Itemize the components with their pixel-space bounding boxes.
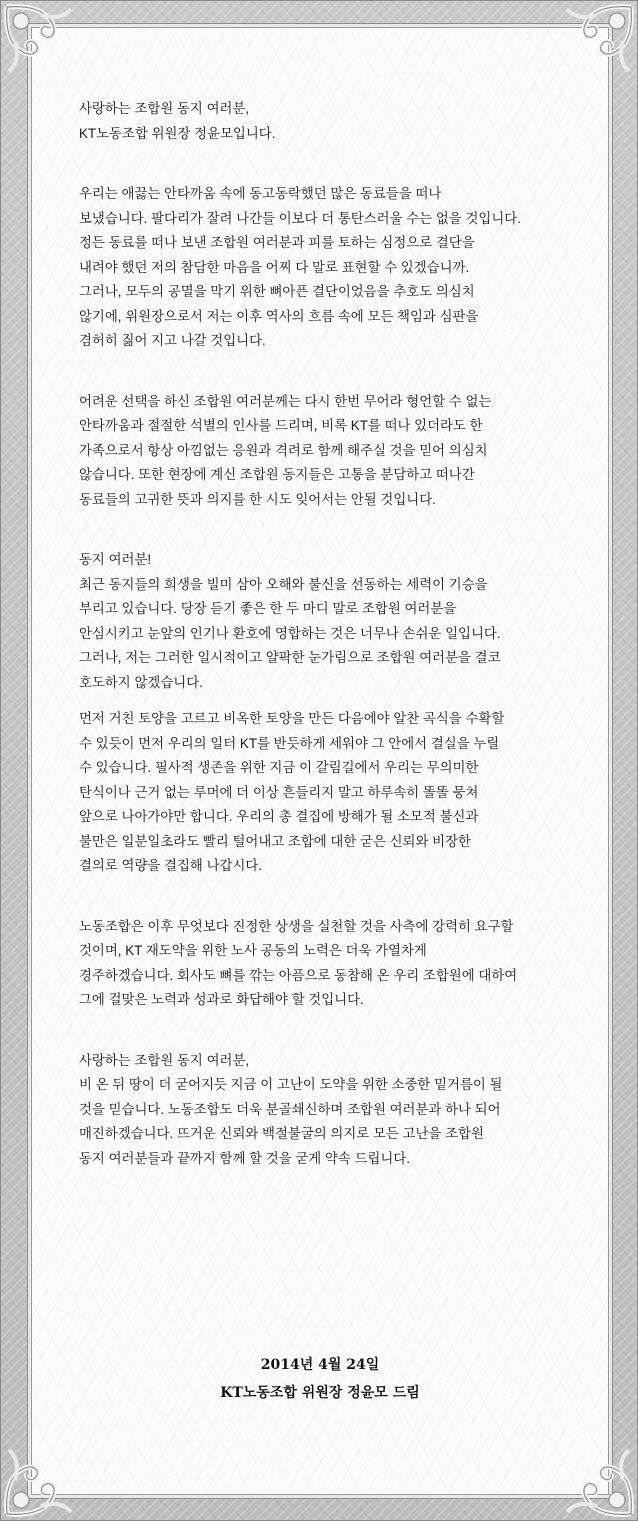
paragraph-1 [79, 182, 575, 354]
greeting-line: 사랑하는 조합원 동지 여러분, [79, 101, 250, 116]
ornament-corner-icon [551, 1, 637, 87]
paragraph-5 [79, 915, 575, 1013]
text-line: 어려운 선택을 하신 조합원 여러분께는 다시 한번 무어라 형언할 수 없는 [79, 393, 492, 409]
text-line: 그러나, 모두의 공멸을 막기 위한 뼈아픈 결단이었음을 추호도 의심치 [79, 284, 475, 299]
ornament-corner-icon [1, 1, 87, 87]
greeting-line: KT노동조합 위원장 정윤모입니다. [79, 125, 276, 141]
text-line: 수 있습니다. 필사적 생존을 위한 지금 이 갈림길에서 우리는 무의미한 [79, 760, 479, 775]
text-line: 수 있듯이 먼저 우리의 일터 KT를 반듯하게 세워야 그 안에서 결실을 누릴 [79, 735, 500, 751]
text-line: 정든 동료를 떠나 보낸 조합원 여러분과 피를 토하는 심정으로 결단을 [79, 235, 475, 250]
text-line: 호도하지 않겠습니다. [79, 674, 203, 690]
text-line: 안타까움과 절절한 석별의 인사를 드리며, 비록 KT를 떠나 있더라도 한 [79, 418, 483, 433]
text-line: 앞으로 나아가야만 합니다. 우리의 총 결집에 방해가 될 소모적 불신과 [79, 809, 479, 824]
text-line: 노동조합은 이후 무엇보다 진정한 상생을 실천할 것을 사측에 강력히 요구할 [79, 918, 514, 934]
greeting [79, 97, 575, 146]
paragraph-4 [79, 707, 575, 879]
text-line: 매진하겠습니다. 뜨거운 신뢰와 백절불굴의 의지로 모든 고난을 조합원 [79, 1126, 484, 1141]
text-line: 안심시키고 눈앞의 인기나 환호에 영합하는 것은 너무나 손쉬운 일입니다. [79, 625, 501, 641]
text-line: 사랑하는 조합원 동지 여러분, [79, 1052, 250, 1068]
text-line: 부리고 있습니다. 당장 듣기 좋은 한 두 마디 말로 조합원 여러분을 [79, 601, 457, 616]
text-line: 비 온 뒤 땅이 더 굳어지듯 지금 이 고난이 도약을 위한 소중한 밑거름이 될 [79, 1077, 503, 1092]
text-line: 동지 여러분! [79, 552, 152, 567]
paragraph-6 [79, 1049, 575, 1172]
signature-block [31, 1351, 609, 1407]
text-line: 내려야 했던 저의 참담한 마음을 어찌 다 말로 표현할 수 있겠습니까. [79, 259, 470, 275]
text-line: 보냈습니다. 팔다리가 잘려 나간들 이보다 더 통탄스러울 수는 없을 것입니다. [79, 210, 521, 226]
text-line: 동료들의 고귀한 뜻과 의지를 한 시도 잊어서는 안될 것입니다. [79, 491, 436, 507]
text-line: 않기에, 위원장으로서 저는 이후 역사의 흐름 속에 모든 책임과 심판을 [79, 308, 479, 324]
ornament-corner-icon [1, 1434, 87, 1520]
text-line: 탄식이나 근거 없는 루머에 더 이상 흔들리지 말고 하루속히 똘똘 뭉쳐 [79, 784, 479, 800]
text-line: 겸허히 짊어 지고 나갈 것입니다. [79, 333, 266, 348]
text-line: 불만은 일분일초라도 빨리 털어내고 조합에 대한 굳은 신뢰와 비장한 [79, 833, 471, 849]
text-line: 것을 믿습니다. 노동조합도 더욱 분골쇄신하며 조합원 여러분과 하나 되어 [79, 1101, 501, 1117]
ornament-corner-icon [551, 1434, 637, 1520]
letter-body [79, 97, 575, 1171]
text-line: 그러나, 저는 그러한 일시적이고 얄팍한 눈가림으로 조합원 여러분을 결코 [79, 650, 501, 665]
text-line: 것이며, KT 재도약을 위한 노사 공동의 노력은 더욱 가열차게 [79, 943, 427, 958]
text-line: 그에 걸맞은 노력과 성과로 화답해야 할 것입니다. [79, 992, 364, 1007]
paragraph-3 [79, 548, 575, 695]
text-line: 가족으로서 항상 아낌없는 응원과 격려로 함께 해주실 것을 믿어 의심치 [79, 442, 488, 458]
text-line: 최근 동지들의 희생을 빌미 삼아 오해와 불신을 선동하는 세력이 기승을 [79, 576, 488, 592]
text-line: 경주하겠습니다. 회사도 뼈를 깎는 아픔으로 동참해 온 우리 조합원에 대하여 [79, 967, 518, 983]
text-line: 동지 여러분들과 끝까지 함께 할 것을 굳게 약속 드립니다. [79, 1150, 410, 1166]
signature-date: 2014년 4월 24일 [260, 1357, 380, 1373]
signature-signer: KT노동조합 위원장 정윤모 드림 [220, 1385, 420, 1401]
text-line: 결의로 역량을 결집해 나갑시다. [79, 858, 263, 873]
paragraph-2 [79, 390, 575, 513]
text-line: 않습니다. 또한 현장에 계신 조합원 동지들은 고통을 분담하고 떠나간 [79, 467, 475, 482]
text-line: 우리는 애끓는 안타까움 속에 동고동락했던 많은 동료들을 떠나 [79, 186, 442, 201]
text-line: 먼저 거친 토양을 고르고 비옥한 토양을 만든 다음에야 알찬 곡식을 수확할 [79, 711, 505, 726]
